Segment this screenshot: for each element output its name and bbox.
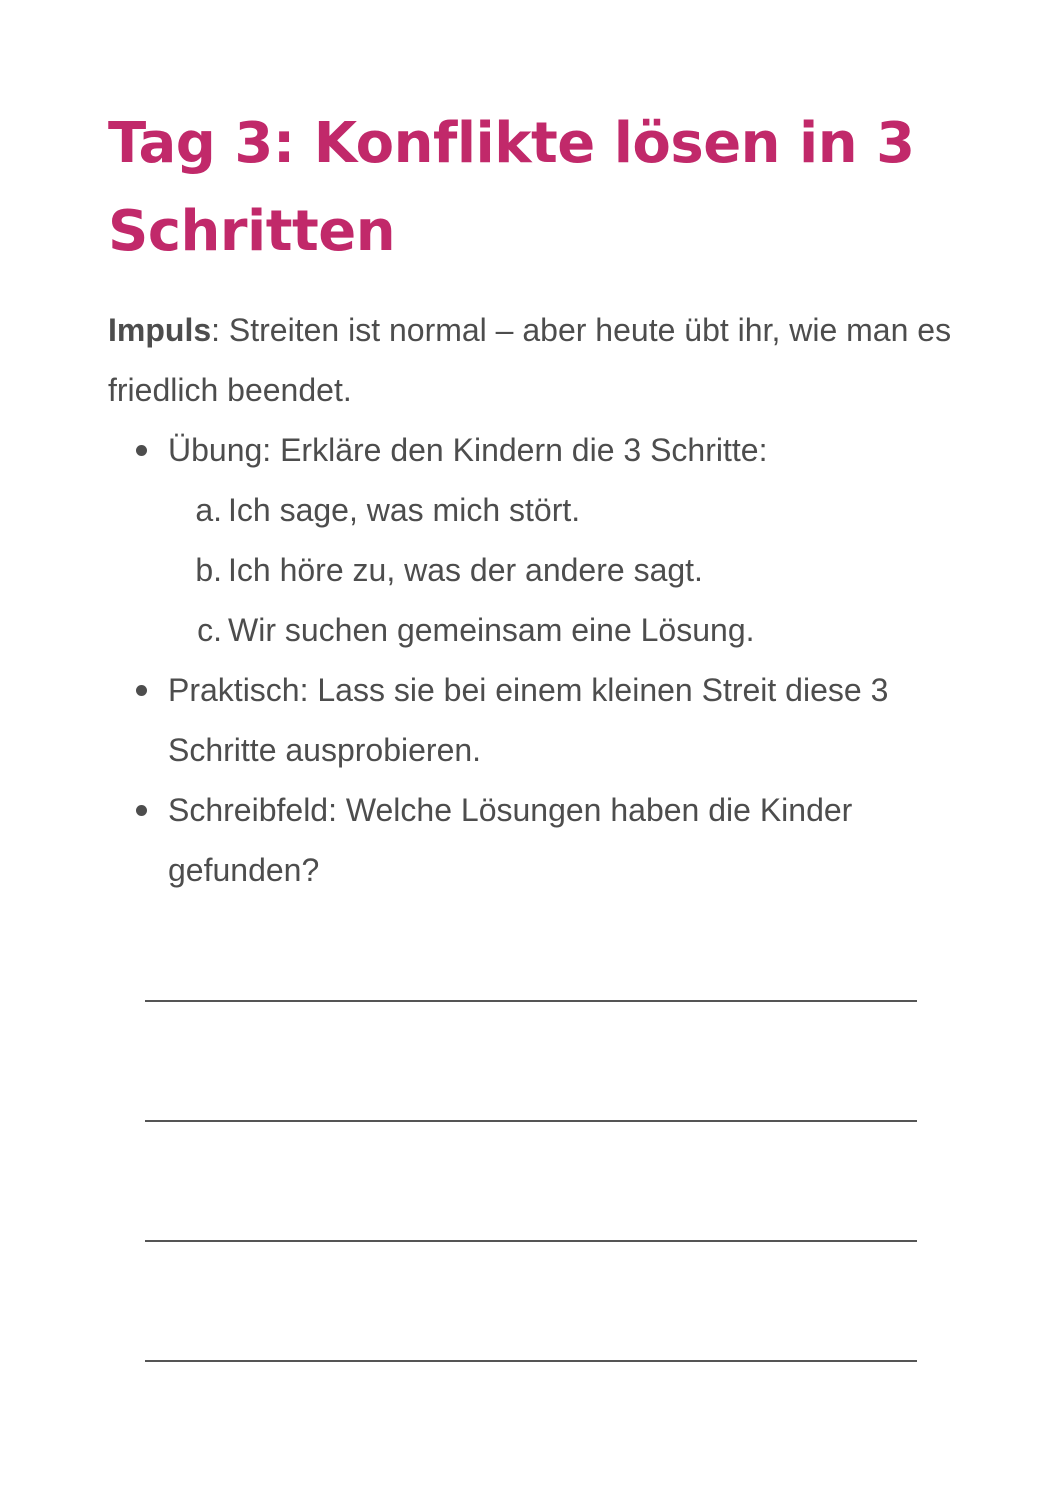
list-item-text: Übung: Erkläre den Kindern die 3 Schritte: bbox=[168, 432, 768, 468]
writing-line bbox=[145, 1000, 917, 1002]
bullet-dot-icon bbox=[136, 445, 147, 456]
step-text: Ich sage, was mich stört. bbox=[228, 492, 581, 528]
writing-line bbox=[145, 1360, 917, 1362]
page-title: Tag 3: Konflikte lösen in 3 Schritten bbox=[108, 111, 915, 264]
list-item-exercise bbox=[108, 420, 968, 660]
impulse-text: : Streiten ist normal – aber heute übt ihr, wie man es friedlich beendet. bbox=[108, 312, 952, 408]
list-item-writing-field bbox=[108, 780, 968, 900]
step-text: Ich höre zu, was der andere sagt. bbox=[228, 552, 703, 588]
writing-line bbox=[145, 1120, 917, 1122]
writing-line bbox=[145, 1240, 917, 1242]
list-item-text: Praktisch: Lass sie bei einem kleinen Streit diese 3 Schritte ausprobieren. bbox=[168, 672, 889, 768]
step-item bbox=[168, 480, 968, 540]
list-item-practice bbox=[108, 660, 968, 780]
impulse-label: Impuls bbox=[108, 312, 212, 348]
step-item bbox=[168, 600, 968, 660]
bullet-dot-icon bbox=[136, 805, 147, 816]
step-marker: b. bbox=[195, 552, 222, 588]
task-list bbox=[108, 420, 968, 900]
step-item bbox=[168, 540, 968, 600]
step-marker: c. bbox=[197, 612, 222, 648]
step-marker: a. bbox=[195, 492, 222, 528]
list-item-text: Schreibfeld: Welche Lösungen haben die Kinder gefunden? bbox=[168, 792, 853, 888]
steps-list bbox=[168, 480, 968, 660]
impulse-paragraph bbox=[108, 300, 968, 420]
step-text: Wir suchen gemeinsam eine Lösung. bbox=[228, 612, 755, 648]
worksheet-page bbox=[108, 100, 968, 900]
bullet-dot-icon bbox=[136, 685, 147, 696]
